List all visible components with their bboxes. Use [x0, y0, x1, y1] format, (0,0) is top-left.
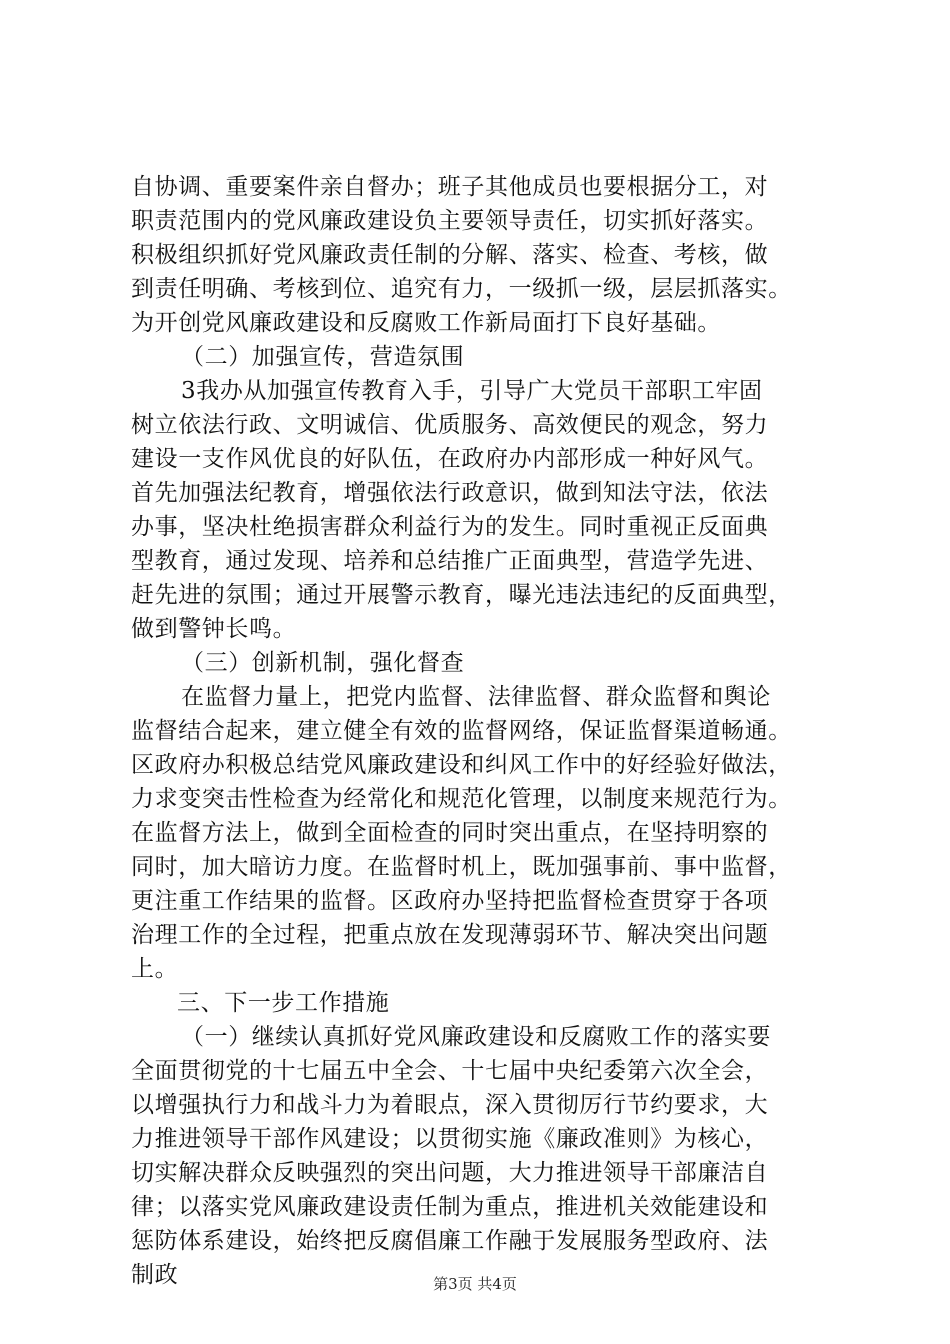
text-line: 型教育，通过发现、培养和总结推广正面典型，营造学先进、: [131, 548, 769, 574]
text-line: 监督结合起来，建立健全有效的监督网络，保证监督渠道畅通。: [131, 718, 792, 744]
page-footer: 第3页 共4页: [433, 1275, 517, 1293]
section-heading: （三）创新机制，强化督查: [181, 650, 465, 676]
text-line: 积极组织抓好党风廉政责任制的分解、落实、检查、考核，做: [131, 242, 769, 268]
text-line: 治理工作的全过程，把重点放在发现薄弱环节、解决突出问题: [131, 922, 769, 948]
text-line: 树立依法行政、文明诚信、优质服务、高效便民的观念，努力: [131, 412, 769, 438]
text-line: 3我办从加强宣传教育入手，引导广大党员干部职工牢固: [181, 378, 763, 404]
text-line: 制政: [131, 1262, 179, 1288]
text-line: 惩防体系建设，始终把反腐倡廉工作融于发展服务型政府、法: [131, 1228, 769, 1254]
text-line: 自协调、重要案件亲自督办；班子其他成员也要根据分工，对: [131, 174, 769, 200]
text-line: 办事，坚决杜绝损害群众利益行为的发生。同时重视正反面典: [131, 514, 769, 540]
text-line: 力求变突击性检查为经常化和规范化管理，以制度来规范行为。: [131, 786, 792, 812]
text-line: 赶先进的氛围；通过开展警示教育，曝光违法违纪的反面典型，: [131, 582, 792, 608]
text-line: 以增强执行力和战斗力为着眼点，深入贯彻厉行节约要求，大: [131, 1092, 769, 1118]
text-line: 为开创党风廉政建设和反腐败工作新局面打下良好基础。: [131, 310, 721, 336]
text-line: 在监督方法上，做到全面检查的同时突出重点，在坚持明察的: [131, 820, 769, 846]
text-line: 全面贯彻党的十七届五中全会、十七届中央纪委第六次全会，: [131, 1058, 769, 1084]
text-line: 职责范围内的党风廉政建设负主要领导责任，切实抓好落实。: [131, 208, 769, 234]
section-heading: （二）加强宣传，营造氛围: [181, 344, 465, 370]
text-line: 上。: [131, 956, 179, 982]
text-line: （一）继续认真抓好党风廉政建设和反腐败工作的落实要: [181, 1024, 771, 1050]
text-line: 区政府办积极总结党风廉政建设和纠风工作中的好经验好做法，: [131, 752, 792, 778]
text-line: 做到警钟长鸣。: [131, 616, 297, 642]
text-line: 更注重工作结果的监督。区政府办坚持把监督检查贯穿于各项: [131, 888, 769, 914]
text-line: 同时，加大暗访力度。在监督时机上，既加强事前、事中监督，: [131, 854, 792, 880]
text-line: 首先加强法纪教育，增强依法行政意识，做到知法守法，依法: [131, 480, 769, 506]
text-line: 到责任明确、考核到位、追究有力，一级抓一级，层层抓落实。: [131, 276, 792, 302]
section-heading: 三、下一步工作措施: [177, 990, 390, 1016]
text-line: 律；以落实党风廉政建设责任制为重点，推进机关效能建设和: [131, 1194, 769, 1220]
text-line: 在监督力量上，把党内监督、法律监督、群众监督和舆论: [181, 684, 771, 710]
text-line: 建设一支作风优良的好队伍，在政府办内部形成一种好风气。: [131, 446, 769, 472]
text-line: 切实解决群众反映强烈的突出问题，大力推进领导干部廉洁自: [131, 1160, 769, 1186]
text-line: 力推进领导干部作风建设；以贯彻实施《廉政准则》为核心，: [131, 1126, 769, 1152]
document-body: [131, 170, 851, 1292]
